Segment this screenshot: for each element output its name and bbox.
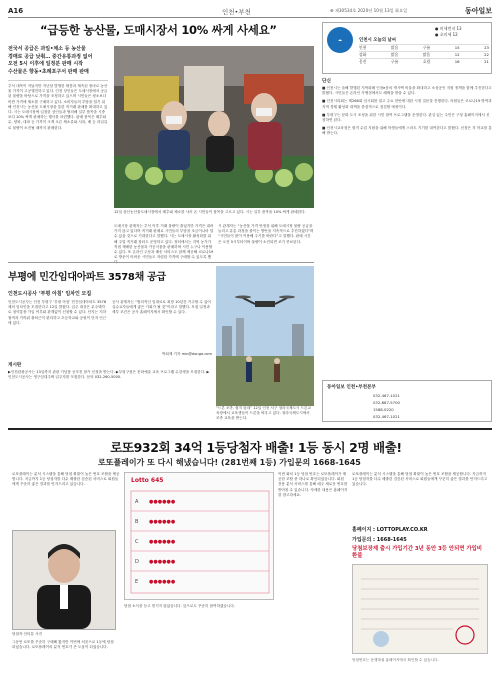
lower-headline: 부평에 민간임대아파트 3578채 공급 — [8, 272, 166, 283]
winner-photo — [12, 530, 116, 630]
newspaper-name: 동아일보 — [464, 7, 492, 15]
ad-phone[interactable]: 가입문의 : 1668-1645 — [352, 537, 407, 543]
contact-number: 032-467-1021 — [373, 414, 400, 419]
svg-text:●●●●●●: ●●●●●● — [149, 539, 176, 545]
contact-number: 032-467-1021 — [373, 393, 400, 398]
ad-title: 로또932회 34억 1등당첨자 배출! 1등 동시 2명 배출! — [110, 440, 402, 455]
deck-line: 경매로 공급 낮춰… 중간유통과정 없어 — [8, 53, 93, 60]
notice-item: ■ 인천시교육청은 원격 수업 지원을 위해 학생들에게 스마트 기기를 대여한다고 밝혔다. 신청은 각 학교를 통해 받는다. — [322, 126, 492, 136]
weather-am: 구름 — [390, 59, 399, 64]
svg-text:B: B — [135, 519, 139, 525]
winner-photo-illustration — [13, 531, 115, 629]
ad-subtitle: 로또플레이가 또 다시 해냈습니다! (281번째 1등) 가입문의 1668-1645 — [98, 458, 361, 467]
issue-date: ⊕ 제30534호 2020년 10월 13일 화요일 — [330, 8, 408, 13]
deck-line: 오전 5시 이후에 일정분 판매 시작 — [8, 61, 83, 67]
weather-row — [359, 58, 489, 65]
divider — [8, 80, 108, 81]
air-quality-pm25: ● 초미세 12 — [435, 32, 458, 37]
ad-event-title: 당첨보장제 출시 가입기간 3년 동안 3등 안되면 가입비 환불 — [352, 546, 482, 559]
lotto-advertisement — [8, 428, 492, 686]
weather-high: 23 — [484, 45, 489, 50]
market-photo — [114, 46, 314, 208]
weather-pm: 구름 — [422, 45, 431, 50]
weather-low: 12 — [454, 52, 460, 57]
weather-low: 16 — [454, 59, 460, 64]
ad-certificate-image — [352, 564, 488, 654]
lotto-ticket — [124, 472, 274, 600]
market-photo-caption: 12일 삼산농산물도매시장에서 배추와 채소를 사러 온 시민들이 품목을 고르고 있다. 시는 일부 품목을 10% 싸게 판매한다. — [114, 210, 306, 214]
svg-text:D: D — [135, 559, 139, 565]
notice-item: ■ 부평구는 문화 도시 조성을 위한 시민 참여 프로그램을 운영한다. 관심 있는 주민은 구청 홈페이지에서 신청하면 된다. — [322, 112, 490, 123]
drone-photo-illustration — [216, 266, 314, 406]
weather-logo-icon: ☁ — [327, 27, 353, 53]
lower-deck: 인천도시공사 ‘부평 아침’ 임차인 모집 — [8, 291, 92, 297]
weather-row — [359, 51, 489, 58]
ad-right-body: 로또플레이는 분석 시스템을 통해 당첨 확률이 높은 번호 조합을 제공합니다. 지금까지 1등 당첨자를 다수 배출한 검증된 서비스로 회원들에게 꾸준히 좋은 결과를 안겨드리고 있습니다. — [352, 472, 488, 487]
certificate-illustration — [353, 565, 487, 653]
contact-numbers — [373, 392, 400, 420]
ad-footer: 당첨번호는 동행복권 홈페이지에서 확인할 수 있습니다. — [352, 658, 439, 662]
weather-table — [359, 44, 489, 65]
weather-box — [322, 22, 492, 74]
drone-photo-caption: “드론 조종, 쉽지 않네” 12일 인천 서구 청라국제도시 드론교육장에서 교육생들이 드론을 띄우고 있다. 청라국제도시에서 조종 교육을 받는다. — [216, 406, 311, 420]
svg-text:●●●●●●: ●●●●●● — [149, 559, 176, 565]
lotto-brand: Lotto 645 — [131, 477, 164, 484]
svg-text:●●●●●●: ●●●●●● — [149, 519, 176, 525]
article-body-right: 시 관계자는 “농산물 가격 안정을 위해 도매시장 물량 공급을 늘리고 유통 과정을 줄이는 방안을 지속적으로 추진하겠다”며 “시민들이 많이 이용해 주기를 바란다”고 말했다. 판매 시간은 오전 5시부터이며 물량이 소진되면 조기 종료된다. — [218, 224, 314, 244]
weather-low: 15 — [454, 45, 460, 50]
main-deck — [8, 46, 108, 76]
weather-pm: 맑음 — [422, 52, 431, 57]
ad-homepage[interactable]: 홈페이지 : LOTTOPLAY.CO.KR — [352, 527, 428, 533]
notice-board-body: ▶인천관광공사는 13일까지 관광 기념품 공모전 참가 신청을 받는다. ▶부평구청은 문화예술 교육 프로그램 수강생을 모집한다. ▶인천도시공사는 영구임대주택 입주자를 모집한다. 문의 032-260-5000. — [8, 370, 210, 380]
ad-contact — [352, 526, 488, 543]
lower-body-1: 인천도시공사는 인천 부평구 ‘부평 아침’ 민간임대아파트 3578채의 임차인을 모집한다고 12일 밝혔다. 입주 대상은 무주택자로 청약통장 가입 여부와 관계없이 신청할 수 있다. 단지는 지하철역과 가까워 출퇴근이 편리하고 초등학교와 공원이 단지 인근에 있다. — [8, 300, 107, 325]
notice-board-title: 게시판 — [8, 363, 22, 368]
divider — [8, 262, 314, 263]
weather-am: 맑음 — [390, 45, 399, 50]
air-quality-pm10: ● 미세먼지 13 — [435, 26, 462, 31]
weather-high: 21 — [484, 59, 489, 64]
drone-photo — [216, 266, 314, 406]
weather-area: 인천 — [359, 45, 367, 50]
notices-title: 단신 — [322, 79, 331, 84]
notice-item: ■ 인천시는 올해 발행된 지역화폐 인천e음의 캐시백 비율을 확대하고 소상공인 지원 정책을 함께 추진한다고 밝혔다. 시민들은 온라인 가맹점에서도 혜택을 받을 수 있다. — [322, 86, 492, 96]
weather-area: 강화 — [359, 52, 367, 57]
lotto-ticket-grid — [129, 489, 271, 595]
ad-body: 로또플레이는 분석 시스템을 통해 당첨 확률이 높은 번호 조합을 제공합니다. 지금까지 1등 당첨자를 다수 배출한 검증된 서비스로 회원들에게 꾸준히 좋은 결과를 안겨드리고 있습니다. — [12, 472, 120, 487]
contact-title: 동아일보 인천•부천본부 — [327, 385, 376, 390]
article-body-left: 추석 대목이 지났지만 지난달 발생한 태풍과 계속된 장마로 농산물 가격이 고공행진하고 있다. 인천 상인들은 도매시장에서 공급된 물량을 바탕으로 가격을 조정하고 있으며 시민들은 평소보다 비싼 가격에 채소를 구매하고 있다. 소비자들의 부담을 덜기 위해 인천시는 농산물 도매시장을 통한 직거래 판매를 확대하고 있다. 시는 도매시장에 입점한 상인들과 협의해 일부 품목을 시중보다 10% 싸게 판매하는 행사를 마련했다. 판매 품목은 배추와 무, 양파, 대파 등 가격이 크게 오른 채소류와 사과, 배 등 과일류로 물량이 소진될 때까지 판매한다. — [8, 84, 108, 130]
deck-line: 수산물은 향동•초례포구서 판매 판매 — [8, 68, 89, 75]
weather-high: 22 — [484, 52, 489, 57]
page-masthead — [8, 6, 492, 18]
contact-box — [322, 380, 492, 422]
lower-body-2: 공사 관계자는 “합리적인 임대료로 최장 10년간 거주할 수 있어 실수요자들에게 좋은 기회가 될 것”이라고 말했다. 모집 일정과 세부 조건은 공사 홈페이지에서 확인할 수 있다. — [112, 300, 211, 315]
svg-text:A: A — [135, 499, 139, 505]
main-headline: “급등한 농산물, 도매시장서 10% 싸게 사세요” — [40, 23, 277, 37]
lower-byline: 박희제 기자 min@donga.com — [161, 352, 212, 356]
deck-line: 전국서 공급은 과일•채소 등 농산물 — [8, 46, 86, 52]
svg-text:●●●●●●: ●●●●●● — [149, 499, 176, 505]
weather-row — [359, 44, 489, 51]
weather-title: 인천시 오늘의 날씨 — [359, 38, 396, 43]
winner-quote: 그동안 로또를 꾸준히 구매해 왔지만 이번에 처음으로 1등에 당첨되었습니다. 로또플레이의 분석 번호가 큰 도움이 되었습니다. — [12, 640, 114, 650]
weather-area: 옹진 — [359, 59, 367, 64]
weather-pm: 흐림 — [422, 59, 431, 64]
ad-stats-body: 이번 회차 1등 당첨 번호는 로또플레이가 제공한 조합 중 하나로 확인되었습니다. 회원 전용 분석 서비스를 통해 매주 새로운 번호를 받아볼 수 있습니다. 자세한 내용은 홈페이지를 참고하세요. — [278, 472, 348, 497]
svg-text:C: C — [135, 539, 139, 545]
winner-quote-2: 당첨 소식을 듣고 믿기지 않았습니다. 앞으로도 꾸준히 참여하겠습니다. — [124, 604, 235, 608]
svg-text:●●●●●●: ●●●●●● — [149, 579, 176, 585]
contact-number: 1588-0220 — [373, 407, 394, 412]
page-number: A16 — [8, 7, 24, 15]
article-body-mid: 도매시장 관계자는 추석 이후 거래 물량이 줄었지만 가격은 내려가지 않고 있다며 직거래 판매로 시민들의 부담을 조금이나마 덜 수 있을 것으로 기대한다고 말했다. 시는 도매시장 활성화를 위해 주말 직거래 장터도 운영하고 있다. 장터에서는 지역 농가가 직접 재배한 농산물과 가공식품을 판매하며 시민 누구나 이용할 수 있다. 또 온라인 주문과 배송 서비스도 함께 제공해 코로나19로 방문이 어려운 시민들도 저렴한 가격에 구매할 수 있도록 했다. — [114, 224, 214, 265]
notices-list — [322, 86, 492, 376]
section-title: 인천•부천 — [222, 8, 251, 16]
winner-photo-caption: 당첨자 인터뷰 사진 — [12, 632, 43, 636]
svg-text:E: E — [135, 579, 139, 585]
contact-number: 032-867-5700 — [373, 400, 400, 405]
weather-am: 맑음 — [390, 52, 399, 57]
notice-item: ■ 인천시의회는 제266회 임시회를 열고 주요 현안에 대한 시정 질문을 진행한다. 의원들은 코로나19 방역과 지역 경제 활성화 대책을 중점적으로 점검할 예정이다. — [322, 99, 492, 109]
market-photo-illustration — [114, 46, 314, 208]
